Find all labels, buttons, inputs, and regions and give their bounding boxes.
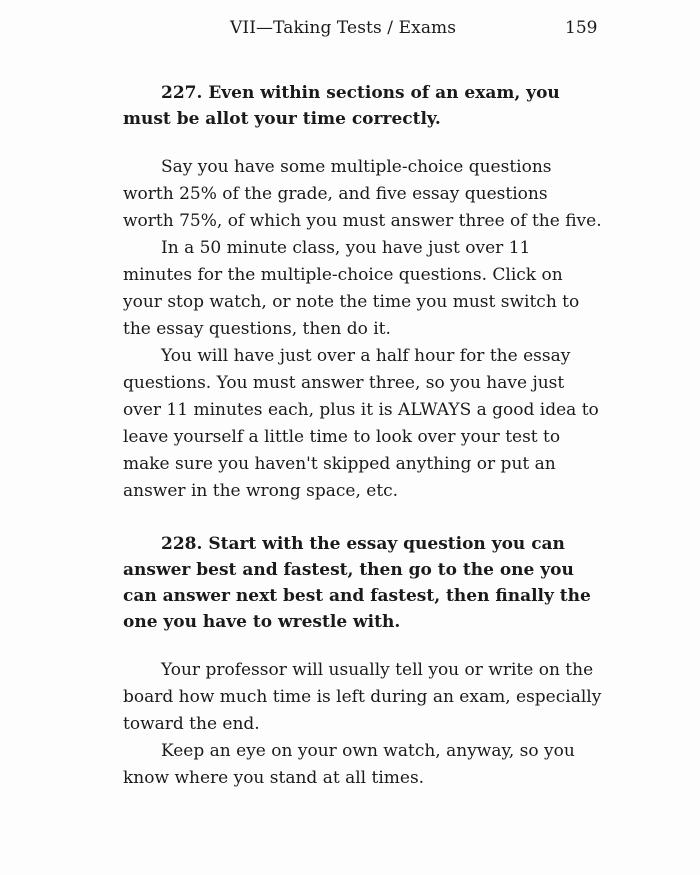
paragraph: Keep an eye on your own watch, anyway, so you know where you stand at all times.	[123, 741, 575, 788]
page-number: 159	[565, 18, 598, 38]
section-heading-227: 227. Even within sections of an exam, you must be allot your time correctly.	[123, 83, 560, 129]
section-heading-228: 228. Start with the essay question you can answer best and fastest, then go to the one you can answer next best and fastest, then finally the one you have to wrestle with.	[123, 534, 591, 632]
paragraph: Your professor will usually tell you or write on the board how much time is left during an exam, especially toward the end.	[123, 660, 602, 734]
running-head: VII—Taking Tests / Exams	[230, 18, 457, 38]
paragraph: In a 50 minute class, you have just over 11 minutes for the multiple-choice questions. Click on your stop watch, or note the time you must switch to the essay questions, then do it.	[123, 238, 580, 339]
paragraph: You will have just over a half hour for the essay questions. You must answer three, so you have just over 11 minutes each, plus it is ALWAYS a good idea to leave yourself a little time to look over your test to make sure you haven't skipped anything or put an answer in the wrong space, etc.	[123, 346, 599, 501]
paragraph: Say you have some multiple-choice questions worth 25% of the grade, and five essay questions worth 75%, of which you must answer three of the five.	[123, 157, 602, 231]
page-content	[123, 80, 603, 792]
